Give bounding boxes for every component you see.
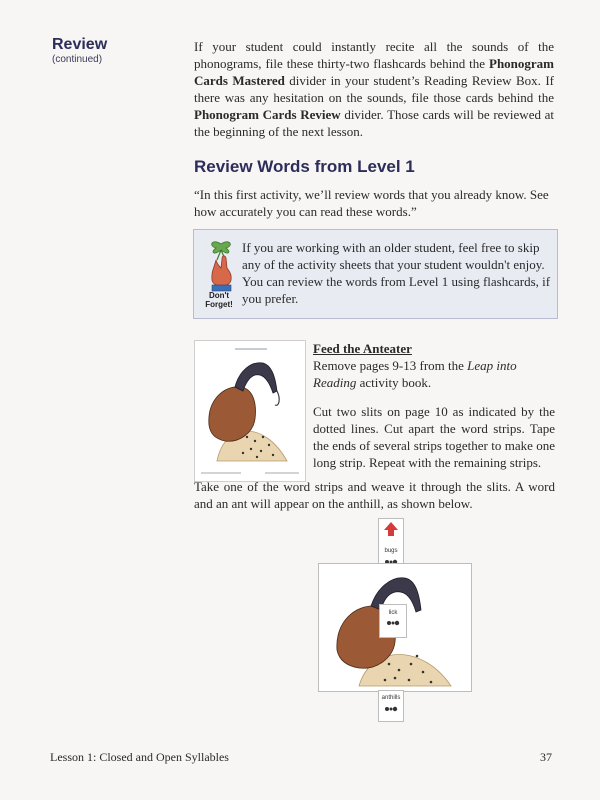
step1-text-a: Remove pages 9-13 from the — [313, 358, 468, 373]
anteater-illustration-small — [195, 341, 305, 481]
activity-step-2: Cut two slits on page 10 as indicated by the dotted lines. Cut apart the word strips. Tape the ends of several strips together to make one long strip. Repeat with the remaining strips. — [313, 404, 555, 470]
word-strip-bottom — [378, 690, 404, 722]
dont-forget-label: Don't Forget! — [205, 291, 233, 309]
activity-step-1 — [313, 357, 555, 391]
sidebar-title: Review — [52, 36, 108, 53]
intro-text-3: divider. Those cards will be reviewed at the beginning of the next lesson. — [194, 107, 554, 139]
callout-text: If you are working with an older student, feel free to skip any of the activity sheets that your student wouldn't enjoy. You can review the words from Level 1 using flashcards, if you prefer. — [242, 240, 551, 306]
intro-bold-review: Phonogram Cards Review — [194, 107, 341, 122]
section-title: Review Words from Level 1 — [194, 157, 415, 176]
intro-bold-mastered: Phonogram Cards Mastered — [194, 56, 554, 88]
word-window — [379, 604, 407, 638]
ant-icon — [379, 704, 403, 714]
anteater-weave-illustration — [318, 563, 472, 692]
strip-word-top: bugs — [384, 548, 398, 554]
intro-text-2: divider in your student’s Reading Review Box. If there was any hesitation on the sounds, file those cards behind the — [194, 73, 554, 105]
strip-word-middle: lick — [388, 610, 398, 616]
strip-word-bottom: anthills — [381, 695, 401, 701]
activity-page-thumbnail — [194, 340, 306, 482]
section-quote: “In this first activity, we’ll review words that you already know. See how accurately you can read these words.” — [194, 187, 549, 219]
activity-step-3: Take one of the word strips and weave it through the slits. A word and an ant will appear on the anthill, as shown below. — [194, 479, 555, 511]
word-strip-top — [378, 518, 404, 568]
intro-text-1: If your student could instantly recite all the sounds of the phonograms, file these thirty-two flashcards behind the — [194, 39, 554, 71]
page-number: 37 — [540, 750, 552, 764]
intro-paragraph — [194, 38, 554, 140]
activity-title: Feed the Anteater — [313, 341, 412, 356]
ant-icon — [380, 617, 406, 629]
sidebar-subtitle: (continued) — [52, 54, 103, 65]
dont-forget-callout — [193, 229, 558, 319]
step1-text-b: activity book. — [356, 375, 432, 390]
book-title: Leap into Reading — [313, 358, 517, 390]
up-arrow-icon — [379, 519, 403, 539]
footer-lesson-title: Lesson 1: Closed and Open Syllables — [50, 750, 229, 764]
